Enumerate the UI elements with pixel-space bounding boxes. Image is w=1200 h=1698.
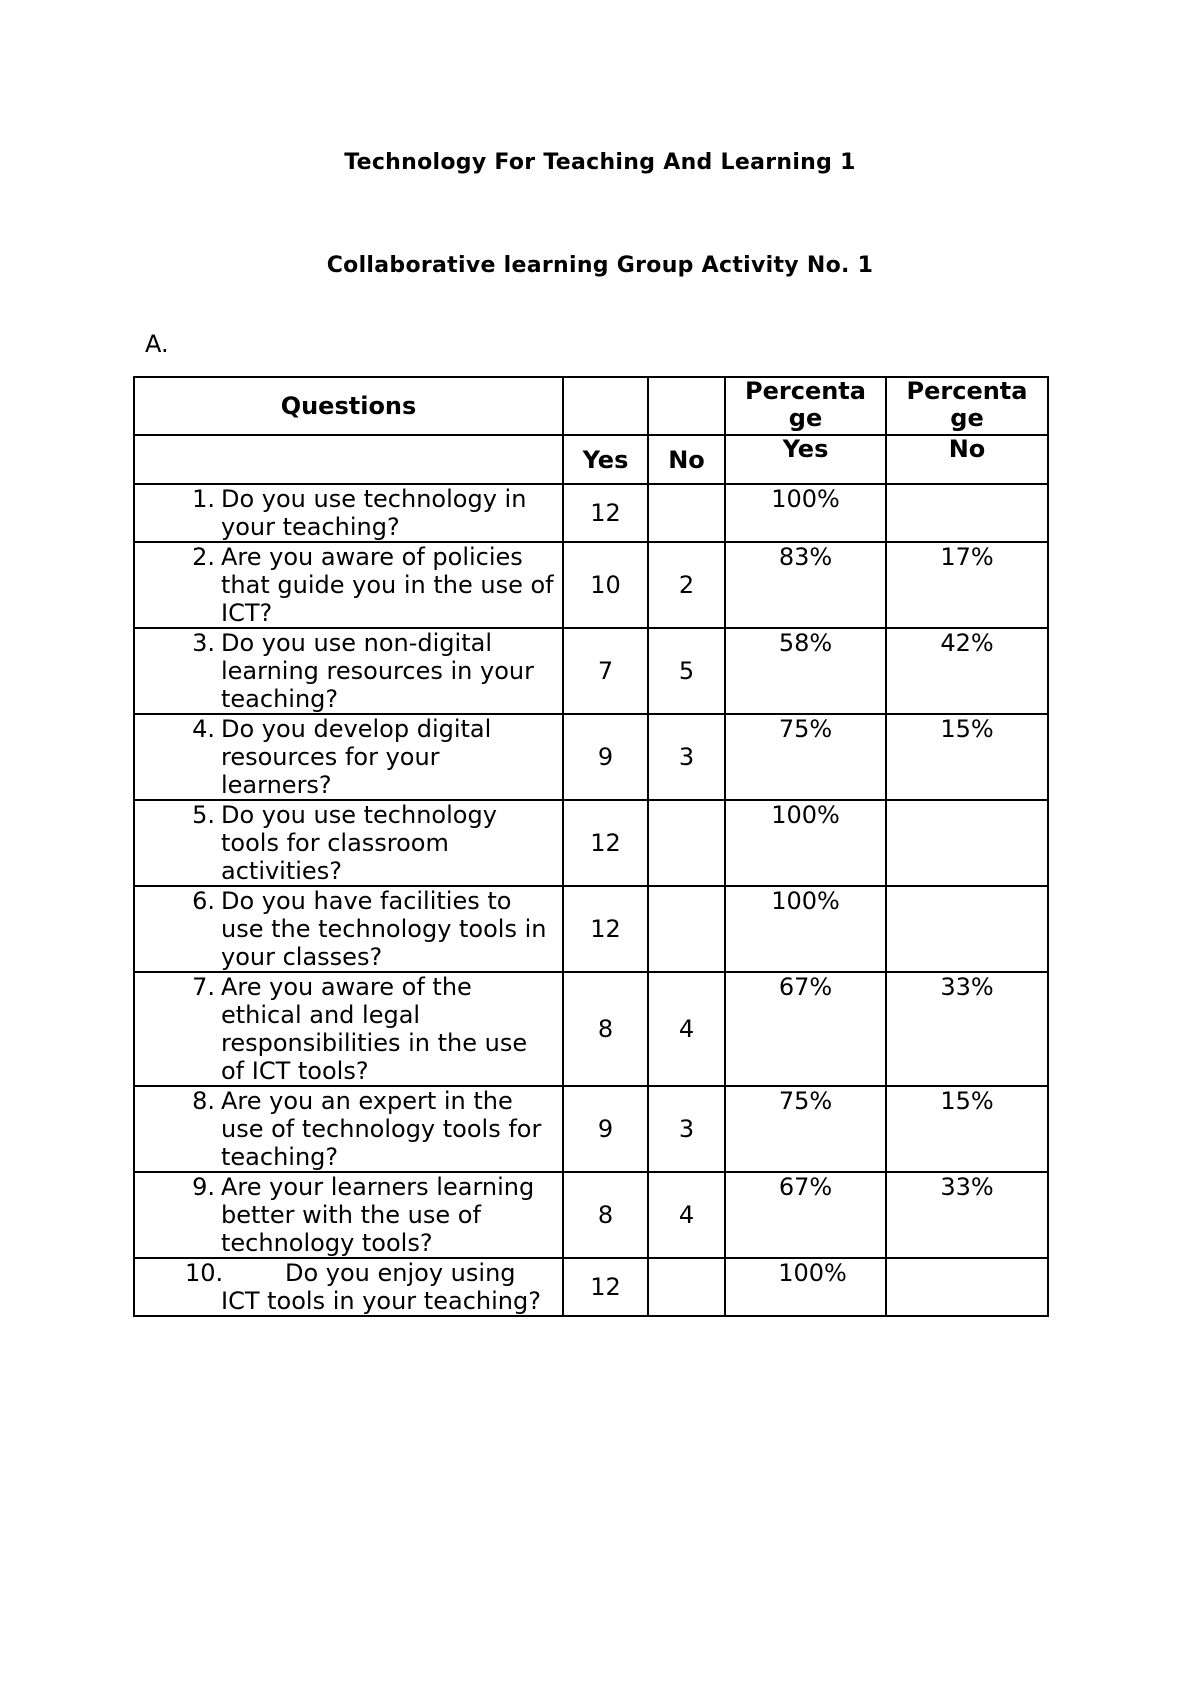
- table-row: [134, 886, 1048, 972]
- question-number: 2.: [192, 543, 215, 571]
- header-no: No: [648, 435, 725, 484]
- header-pct-no-sub: No: [886, 435, 1048, 484]
- survey-table: [133, 376, 1049, 1317]
- percentage-yes: 58%: [725, 628, 886, 714]
- no-count: 3: [648, 714, 725, 800]
- question-text-line2: ICT tools in your teaching?: [221, 1287, 541, 1315]
- no-count: [648, 484, 725, 542]
- yes-count: 12: [563, 1258, 648, 1316]
- question-cell: [134, 542, 563, 628]
- percentage-yes: 100%: [725, 484, 886, 542]
- yes-count: 12: [563, 800, 648, 886]
- question-number: 10.: [185, 1259, 224, 1287]
- document-subtitle: Collaborative learning Group Activity No. 1: [326, 253, 874, 278]
- question-text: Do you use non-digital learning resources in your teaching?: [221, 629, 534, 713]
- question-cell: [134, 1086, 563, 1172]
- percentage-no: [886, 800, 1048, 886]
- question-number: 3.: [192, 629, 215, 657]
- percentage-no: 17%: [886, 542, 1048, 628]
- question-text: Are you aware of policies that guide you in the use of ICT?: [221, 543, 554, 627]
- header-percentage-yes: [725, 377, 886, 435]
- percentage-yes: 75%: [725, 714, 886, 800]
- no-count: 5: [648, 628, 725, 714]
- table-row: [134, 484, 1048, 542]
- percentage-no: [886, 1258, 1048, 1316]
- table-row: [134, 1172, 1048, 1258]
- yes-count: 12: [563, 484, 648, 542]
- header-pct-yes-sub: Yes: [725, 435, 886, 484]
- header-percentage-yes-line2: ge: [788, 404, 823, 432]
- question-text: Are your learners learning better with the use of technology tools?: [221, 1173, 535, 1257]
- yes-count: 7: [563, 628, 648, 714]
- table-row: [134, 714, 1048, 800]
- table-row: [134, 628, 1048, 714]
- percentage-no: 33%: [886, 972, 1048, 1086]
- question-cell: [134, 714, 563, 800]
- header-yes: Yes: [563, 435, 648, 484]
- percentage-no: [886, 886, 1048, 972]
- yes-count: 8: [563, 1172, 648, 1258]
- table-row: [134, 1086, 1048, 1172]
- table-row: [134, 972, 1048, 1086]
- percentage-no: 15%: [886, 714, 1048, 800]
- yes-count: 9: [563, 714, 648, 800]
- question-number: 7.: [192, 973, 215, 1001]
- percentage-no: [886, 484, 1048, 542]
- no-count: [648, 886, 725, 972]
- section-label: A.: [145, 330, 169, 358]
- percentage-yes: 75%: [725, 1086, 886, 1172]
- question-text: Do you have facilities to use the technology tools in your classes?: [221, 887, 547, 971]
- question-text: Are you an expert in the use of technology tools for teaching?: [221, 1087, 542, 1171]
- no-count: 4: [648, 1172, 725, 1258]
- table-row: [134, 1258, 1048, 1316]
- percentage-yes: 100%: [725, 800, 886, 886]
- header-percentage-yes-line1: Percenta: [745, 377, 866, 405]
- percentage-yes: 67%: [725, 972, 886, 1086]
- header-percentage-no: [886, 377, 1048, 435]
- question-text-line1: Do you enjoy using: [285, 1259, 516, 1287]
- yes-count: 10: [563, 542, 648, 628]
- yes-count: 9: [563, 1086, 648, 1172]
- percentage-yes: 67%: [725, 1172, 886, 1258]
- no-count: 4: [648, 972, 725, 1086]
- question-number: 5.: [192, 801, 215, 829]
- table-header-row: [134, 377, 1048, 435]
- header-percentage-no-line1: Percenta: [906, 377, 1028, 405]
- table-subheader-row: [134, 435, 1048, 484]
- percentage-no: 15%: [886, 1086, 1048, 1172]
- header-percentage-no-line2: ge: [950, 404, 984, 432]
- question-number: 8.: [192, 1087, 215, 1115]
- question-text: Are you aware of the ethical and legal responsibilities in the use of ICT tools?: [221, 973, 528, 1085]
- no-count: [648, 1258, 725, 1316]
- document-title: Technology For Teaching And Learning 1: [344, 150, 856, 175]
- question-number: 4.: [192, 715, 215, 743]
- table-row: [134, 800, 1048, 886]
- yes-count: 12: [563, 886, 648, 972]
- subheader-empty: [134, 435, 563, 484]
- question-number: 1.: [192, 485, 215, 513]
- header-empty-yes: [563, 377, 648, 435]
- question-number: 6.: [192, 887, 215, 915]
- percentage-yes: 100%: [725, 886, 886, 972]
- percentage-no: 42%: [886, 628, 1048, 714]
- no-count: 2: [648, 542, 725, 628]
- percentage-yes: 83%: [725, 542, 886, 628]
- percentage-no: 33%: [886, 1172, 1048, 1258]
- question-cell: [134, 1258, 563, 1316]
- percentage-yes: 100%: [725, 1258, 886, 1316]
- no-count: 3: [648, 1086, 725, 1172]
- question-text: Do you use technology in your teaching?: [221, 485, 527, 541]
- no-count: [648, 800, 725, 886]
- question-number: 9.: [192, 1173, 215, 1201]
- yes-count: 8: [563, 972, 648, 1086]
- header-empty-no: [648, 377, 725, 435]
- header-questions: Questions: [134, 377, 563, 435]
- question-text: Do you develop digital resources for your learners?: [221, 715, 492, 799]
- question-cell: [134, 484, 563, 542]
- question-cell: [134, 886, 563, 972]
- question-text: Do you use technology tools for classroom activities?: [221, 801, 497, 885]
- question-cell: [134, 800, 563, 886]
- table-row: [134, 542, 1048, 628]
- question-cell: [134, 972, 563, 1086]
- question-cell: [134, 1172, 563, 1258]
- question-cell: [134, 628, 563, 714]
